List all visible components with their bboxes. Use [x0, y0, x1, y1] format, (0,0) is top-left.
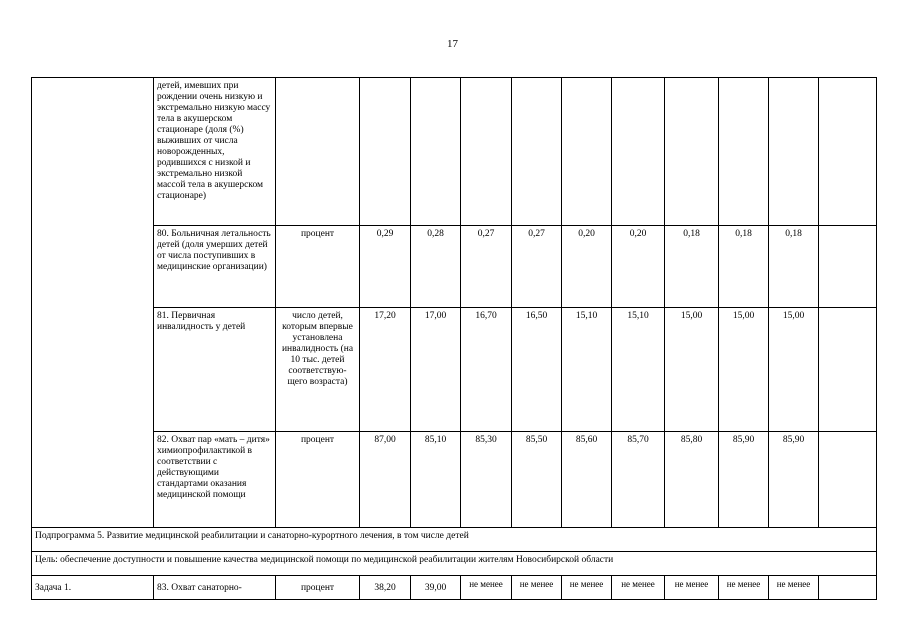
table-row — [32, 432, 877, 528]
unit-cell: процент — [276, 226, 360, 308]
value-cell: не менее — [769, 576, 819, 600]
value-cell — [612, 78, 665, 226]
value-cell: 15,10 — [562, 308, 612, 432]
unit-cell: процент — [276, 576, 360, 600]
table-row — [32, 308, 877, 432]
value-cell — [719, 78, 769, 226]
subprogram-row — [32, 528, 877, 552]
value-cell: 0,18 — [665, 226, 719, 308]
value-cell: 85,30 — [461, 432, 512, 528]
value-cell: 0,18 — [769, 226, 819, 308]
value-cell: 15,00 — [665, 308, 719, 432]
value-cell: 85,10 — [411, 432, 461, 528]
empty-cell — [819, 432, 877, 528]
value-cell: 0,18 — [719, 226, 769, 308]
table-row — [32, 226, 877, 308]
unit-cell — [276, 78, 360, 226]
indicator-cell: 83. Охват санаторно- — [154, 576, 276, 600]
value-cell: 38,20 — [360, 576, 411, 600]
value-cell: 0,20 — [562, 226, 612, 308]
value-cell: 0,27 — [512, 226, 562, 308]
task-cell — [32, 78, 154, 528]
value-cell: 0,29 — [360, 226, 411, 308]
value-cell: 85,70 — [612, 432, 665, 528]
value-cell: 85,90 — [719, 432, 769, 528]
table-row — [32, 78, 877, 226]
value-cell: 17,20 — [360, 308, 411, 432]
indicator-cell: детей, имевших при рождении очень низкую и экстремально низкую массу тела в акушерском стационаре (доля (%) выживших от числа новорожденных, родившихся с низкой и экстремально низкой массой тела в акушерском стационаре) — [154, 78, 276, 226]
value-cell: не менее — [512, 576, 562, 600]
empty-cell — [819, 226, 877, 308]
unit-cell: число детей, которым впервые установлена инвалидность (на 10 тыс. детей соответствую-щего возраста) — [276, 308, 360, 432]
value-cell — [562, 78, 612, 226]
value-cell: 85,60 — [562, 432, 612, 528]
value-cell: 16,70 — [461, 308, 512, 432]
goal-row — [32, 552, 877, 576]
value-cell: 16,50 — [512, 308, 562, 432]
value-cell: 39,00 — [411, 576, 461, 600]
value-cell — [461, 78, 512, 226]
indicators-table — [31, 77, 877, 600]
value-cell — [411, 78, 461, 226]
value-cell — [512, 78, 562, 226]
value-cell: 85,80 — [665, 432, 719, 528]
value-cell: 87,00 — [360, 432, 411, 528]
table-row — [32, 576, 877, 600]
empty-cell — [819, 78, 877, 226]
value-cell: 85,90 — [769, 432, 819, 528]
value-cell: 0,28 — [411, 226, 461, 308]
value-cell: 0,20 — [612, 226, 665, 308]
empty-cell — [819, 308, 877, 432]
value-cell: не менее — [612, 576, 665, 600]
value-cell — [769, 78, 819, 226]
value-cell — [360, 78, 411, 226]
value-cell: 15,00 — [719, 308, 769, 432]
task-cell: Задача 1. — [32, 576, 154, 600]
indicator-cell: 82. Охват пар «мать – дитя» химиопрофилактикой в соответствии с действующими стандартами оказания медицинской помощи — [154, 432, 276, 528]
unit-cell: процент — [276, 432, 360, 528]
value-cell: не менее — [562, 576, 612, 600]
value-cell: 85,50 — [512, 432, 562, 528]
value-cell — [665, 78, 719, 226]
value-cell: 0,27 — [461, 226, 512, 308]
indicator-cell: 81. Первичная инвалидность у детей — [154, 308, 276, 432]
value-cell: не менее — [461, 576, 512, 600]
value-cell: 15,10 — [612, 308, 665, 432]
value-cell: 15,00 — [769, 308, 819, 432]
value-cell: не менее — [719, 576, 769, 600]
page-number: 17 — [447, 38, 458, 50]
goal-heading: Цель: обеспечение доступности и повышение качества медицинской помощи по медицинской реабилитации жителям Новосибирской области — [32, 552, 877, 576]
value-cell: 17,00 — [411, 308, 461, 432]
value-cell: не менее — [665, 576, 719, 600]
empty-cell — [819, 576, 877, 600]
subprogram-heading: Подпрограмма 5. Развитие медицинской реабилитации и санаторно-курортного лечения, в том числе детей — [32, 528, 877, 552]
indicator-cell: 80. Больничная летальность детей (доля умерших детей от числа поступивших в медицинские организации) — [154, 226, 276, 308]
